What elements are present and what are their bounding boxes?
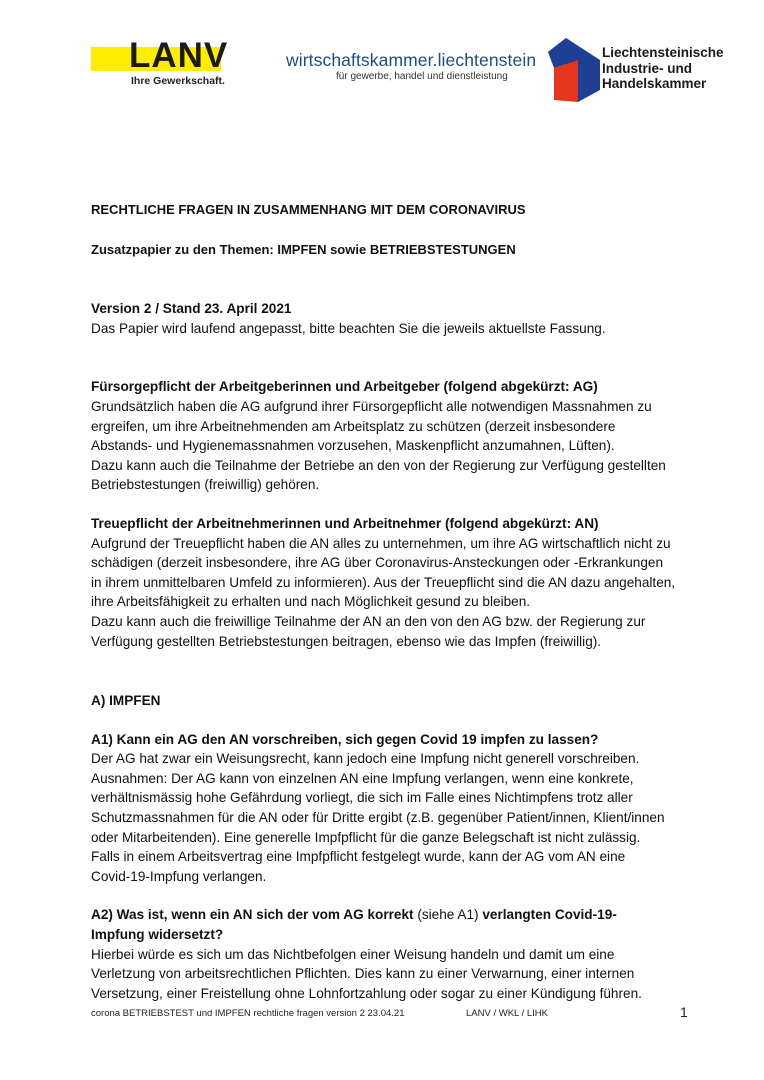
lihk-line-2: Industrie- und	[602, 60, 692, 76]
paragraph-line: schädigen (derzeit insbesondere, ihre AG über Coronavirus-Ansteckungen oder -Erkrankungen	[91, 555, 664, 571]
version-label: Version 2 / Stand 23. April 2021	[91, 301, 292, 317]
question-heading	[91, 905, 731, 925]
paragraph-line: Betriebstestungen (freiwillig) gehören.	[91, 477, 320, 493]
paragraph-line: verhältnismässig hohe Gefährdung vorliegt, die sich im Falle eines Nichtimpfens trotz aller	[91, 790, 633, 806]
document-body	[91, 200, 731, 1003]
paragraph-line: Grundsätzlich haben die AG aufgrund ihrer Fürsorgepflicht alle notwendigen Massnahmen zu	[91, 398, 652, 414]
wkl-name-part1: wirtschaftskammer.	[286, 50, 438, 70]
wkl-name-part2: liechtenstein	[437, 50, 537, 70]
version-note: Das Papier wird laufend angepasst, bitte beachten Sie die jeweils aktuellste Fassung.	[91, 320, 606, 336]
paragraph-line: Dazu kann auch die Teilnahme der Betriebe an den von der Regierung zur Verfügung gestellten	[91, 457, 666, 473]
section-heading: Fürsorgepflicht der Arbeitgeberinnen und Arbeitgeber (folgend abgekürzt: AG)	[91, 379, 598, 395]
paragraph-line: in ihrem unmittelbaren Umfeld zu informieren). Aus der Treuepflicht sind die AN dazu angehalten,	[91, 574, 676, 590]
paragraph-line: Aufgrund der Treuepflicht haben die AN alles zu unternehmen, um ihre AG wirtschaftlich nicht zu	[91, 535, 671, 551]
document-title: RECHTLICHE FRAGEN IN ZUSAMMENHANG MIT DEM CORONAVIRUS	[91, 202, 526, 217]
wkl-logo-text	[286, 50, 536, 71]
footer-filename: corona BETRIEBSTEST und IMPFEN rechtliche fragen version 2 23.04.21	[91, 1008, 405, 1019]
question-bold-part: verlangten Covid-19-	[482, 907, 617, 923]
paragraph-line: Covid-19-Impfung verlangen.	[91, 868, 267, 884]
document-subtitle: Zusatzpapier zu den Themen: IMPFEN sowie BETRIEBSTESTUNGEN	[91, 241, 516, 257]
question-heading: A1) Kann ein AG den AN vorschreiben, sich gegen Covid 19 impfen zu lassen?	[91, 731, 599, 747]
lihk-logo-icon	[548, 38, 600, 102]
paragraph-line: Verfügung gestellten Betriebstestungen beitragen, ebenso wie das Impfen (freiwillig).	[91, 633, 602, 649]
lanv-logo-text: LANV	[129, 36, 229, 75]
wkl-tagline: für gewerbe, handel und dienstleistung	[336, 71, 508, 82]
lihk-line-1: Liechtensteinische	[602, 45, 724, 60]
question-reference: (siehe A1)	[413, 907, 483, 923]
lihk-logo-text	[602, 45, 724, 92]
paragraph-line: Verletzung von arbeitsrechtlichen Pflichten. Dies kann zu einer Verwarnung, einer internen	[91, 966, 635, 982]
paragraph-line: Dazu kann auch die freiwillige Teilnahme der AN an den von den AG bzw. der Regierung zur	[91, 613, 646, 629]
paragraph-line: Der AG hat zwar ein Weisungsrecht, kann jedoch eine Impfung nicht generell vorschreiben.	[91, 751, 640, 767]
question-a2	[91, 905, 731, 1003]
paragraph-line: Hierbei würde es sich um das Nichtbefolgen einer Weisung handeln und damit um eine	[91, 946, 615, 962]
paragraph-line: Schutzmassnahmen für die AN oder für Dritte ergibt (z.B. gegenüber Patient/innen, Klient/innen	[91, 810, 665, 826]
paragraph-line: oder Mitarbeitenden). Eine generelle Impfpflicht für die ganze Belegschaft ist nicht zulässig.	[91, 829, 641, 845]
lihk-line-3: Handelskammer	[602, 76, 707, 91]
paragraph-line: Abstands- und Hygienemassnahmen vorzusehen, Maskenpflicht anzumahnen, Lüften).	[91, 438, 615, 454]
section-treuepflicht	[91, 514, 731, 651]
question-heading-line-2: Impfung widersetzt?	[91, 927, 224, 943]
question-bold-part: A2) Was ist, wenn ein AN sich der vom AG korrekt	[91, 907, 414, 923]
paragraph-line: ergreifen, um ihre Arbeitnehmenden am Arbeitsplatz zu schützen (derzeit insbesondere	[91, 418, 616, 434]
section-heading: Treuepflicht der Arbeitnehmerinnen und Arbeitnehmer (folgend abgekürzt: AN)	[91, 515, 599, 531]
paragraph-line: Ausnahmen: Der AG kann von einzelnen AN eine Impfung verlangen, wenn eine konkrete,	[91, 770, 634, 786]
part-a-heading: A) IMPFEN	[91, 693, 161, 709]
section-fuersorgepflicht	[91, 377, 731, 495]
question-a1	[91, 730, 731, 887]
lanv-tagline: Ihre Gewerkschaft.	[131, 75, 225, 87]
paragraph-line: Versetzung, einer Freistellung ohne Lohnfortzahlung oder sogar zu einer Kündigung führen.	[91, 985, 642, 1001]
footer-orgs: LANV / WKL / LIHK	[466, 1008, 549, 1019]
page-number: 1	[680, 1004, 688, 1020]
paragraph-line: ihre Arbeitsfähigkeit zu erhalten und nach Möglichkeit gesund zu bleiben.	[91, 594, 531, 610]
paragraph-line: Falls in einem Arbeitsvertrag eine Impfpflicht festgelegt wurde, kann der AG vom AN eine	[91, 849, 626, 865]
